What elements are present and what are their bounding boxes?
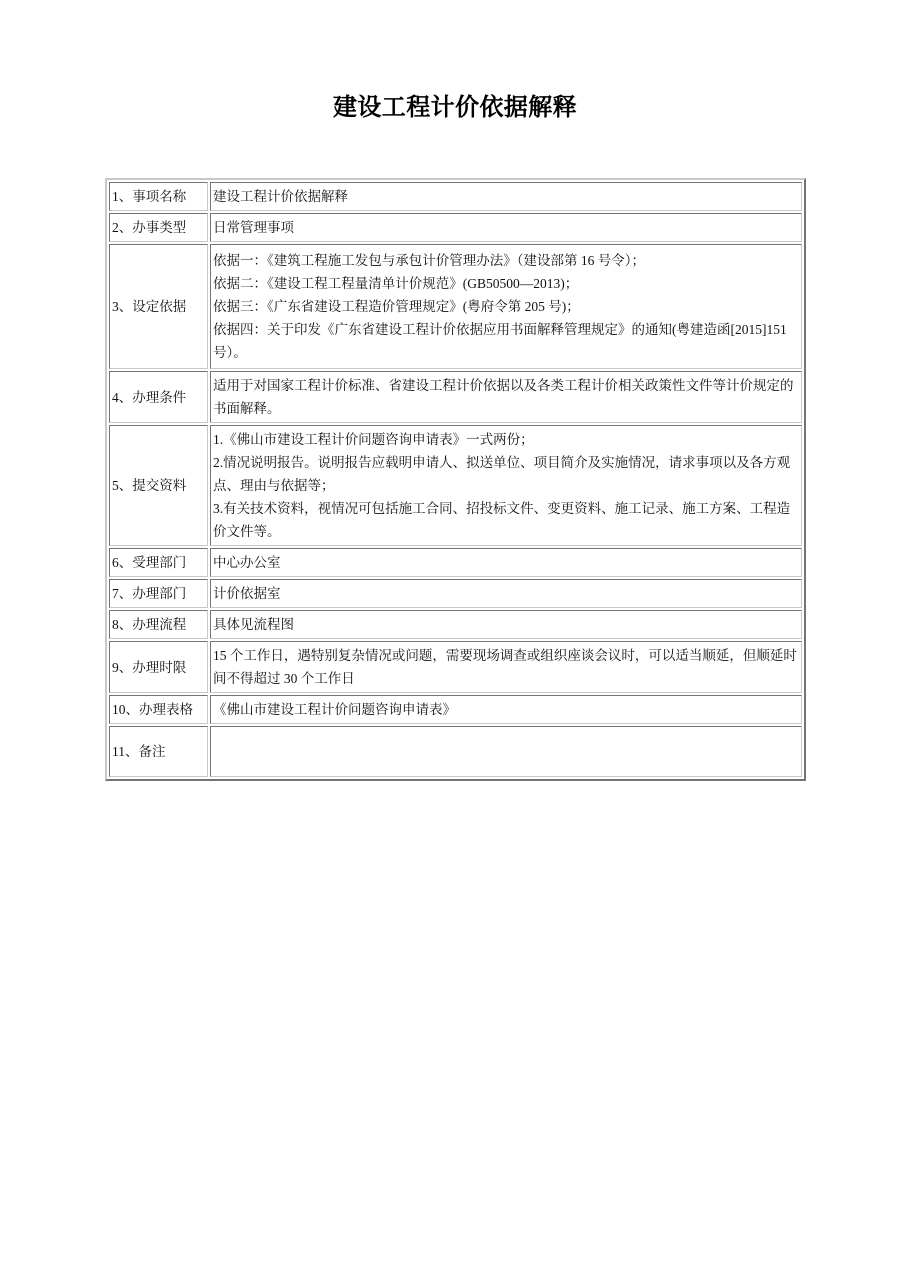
- row-value: [210, 610, 802, 639]
- table-row: [109, 425, 802, 546]
- row-value: [210, 213, 802, 242]
- value-line: 日常管理事项: [213, 220, 294, 235]
- row-label: 1、事项名称: [109, 182, 208, 211]
- row-value: [210, 695, 802, 724]
- row-label: 7、办理部门: [109, 579, 208, 608]
- row-label: 9、办理时限: [109, 641, 208, 693]
- value-line: 依据四：关于印发《广东省建设工程计价依据应用书面解释管理规定》的通知(粤建造函[2015]151 号）。: [213, 322, 787, 360]
- table-row: [109, 641, 802, 693]
- row-value: [210, 244, 802, 369]
- value-line: 3.有关技术资料，视情况可包括施工合同、招投标文件、变更资料、施工记录、施工方案、工程造价文件等。: [213, 501, 791, 539]
- row-value: [210, 641, 802, 693]
- row-value: [210, 182, 802, 211]
- value-line: 依据一：《建筑工程施工发包与承包计价管理办法》（建设部第 16 号令）；: [213, 253, 645, 268]
- value-line: 15 个工作日，遇特别复杂情况或问题，需要现场调查或组织座谈会议时，可以适当顺延，但顺延时间不得超过 30 个工作日: [213, 648, 797, 686]
- value-line: 适用于对国家工程计价标准、省建设工程计价依据以及各类工程计价相关政策性文件等计价规定的书面解释。: [213, 378, 794, 416]
- row-label: 11、备注: [109, 726, 208, 777]
- row-value: [210, 548, 802, 577]
- value-line: 依据三：《广东省建设工程造价管理规定》(粤府令第 205 号)；: [213, 299, 580, 314]
- row-label: 3、设定依据: [109, 244, 208, 369]
- table-row: [109, 610, 802, 639]
- row-label: 8、办理流程: [109, 610, 208, 639]
- row-label: 10、办理表格: [109, 695, 208, 724]
- table-row: [109, 371, 802, 423]
- row-label: 5、提交资料: [109, 425, 208, 546]
- value-line: 中心办公室: [213, 555, 281, 570]
- row-label: 2、办事类型: [109, 213, 208, 242]
- table-row: [109, 182, 802, 211]
- row-label: 4、办理条件: [109, 371, 208, 423]
- value-line: 计价依据室: [213, 586, 281, 601]
- row-value: [210, 425, 802, 546]
- row-value: [210, 579, 802, 608]
- value-line: 建设工程计价依据解释: [213, 189, 348, 204]
- value-line: 具体见流程图: [213, 617, 294, 632]
- info-table: [105, 178, 806, 781]
- value-line: 2.情况说明报告。说明报告应载明申请人、拟送单位、项目简介及实施情况，请求事项以及各方观点、理由与依据等；: [213, 455, 791, 493]
- page-title: 建设工程计价依据解释: [333, 95, 577, 121]
- table-row: [109, 244, 802, 369]
- table-row: [109, 726, 802, 777]
- table-row: [109, 579, 802, 608]
- row-value: [210, 726, 802, 777]
- value-line: 依据二：《建设工程工程量清单计价规范》(GB50500—2013)；: [213, 276, 579, 291]
- table-row: [109, 695, 802, 724]
- table-row: [109, 548, 802, 577]
- table-row: [109, 213, 802, 242]
- value-line: 1.《佛山市建设工程计价问题咨询申请表》一式两份；: [213, 432, 534, 447]
- empty-value: [213, 729, 800, 774]
- row-label: 6、受理部门: [109, 548, 208, 577]
- value-line: 《佛山市建设工程计价问题咨询申请表》: [213, 702, 456, 717]
- row-value: [210, 371, 802, 423]
